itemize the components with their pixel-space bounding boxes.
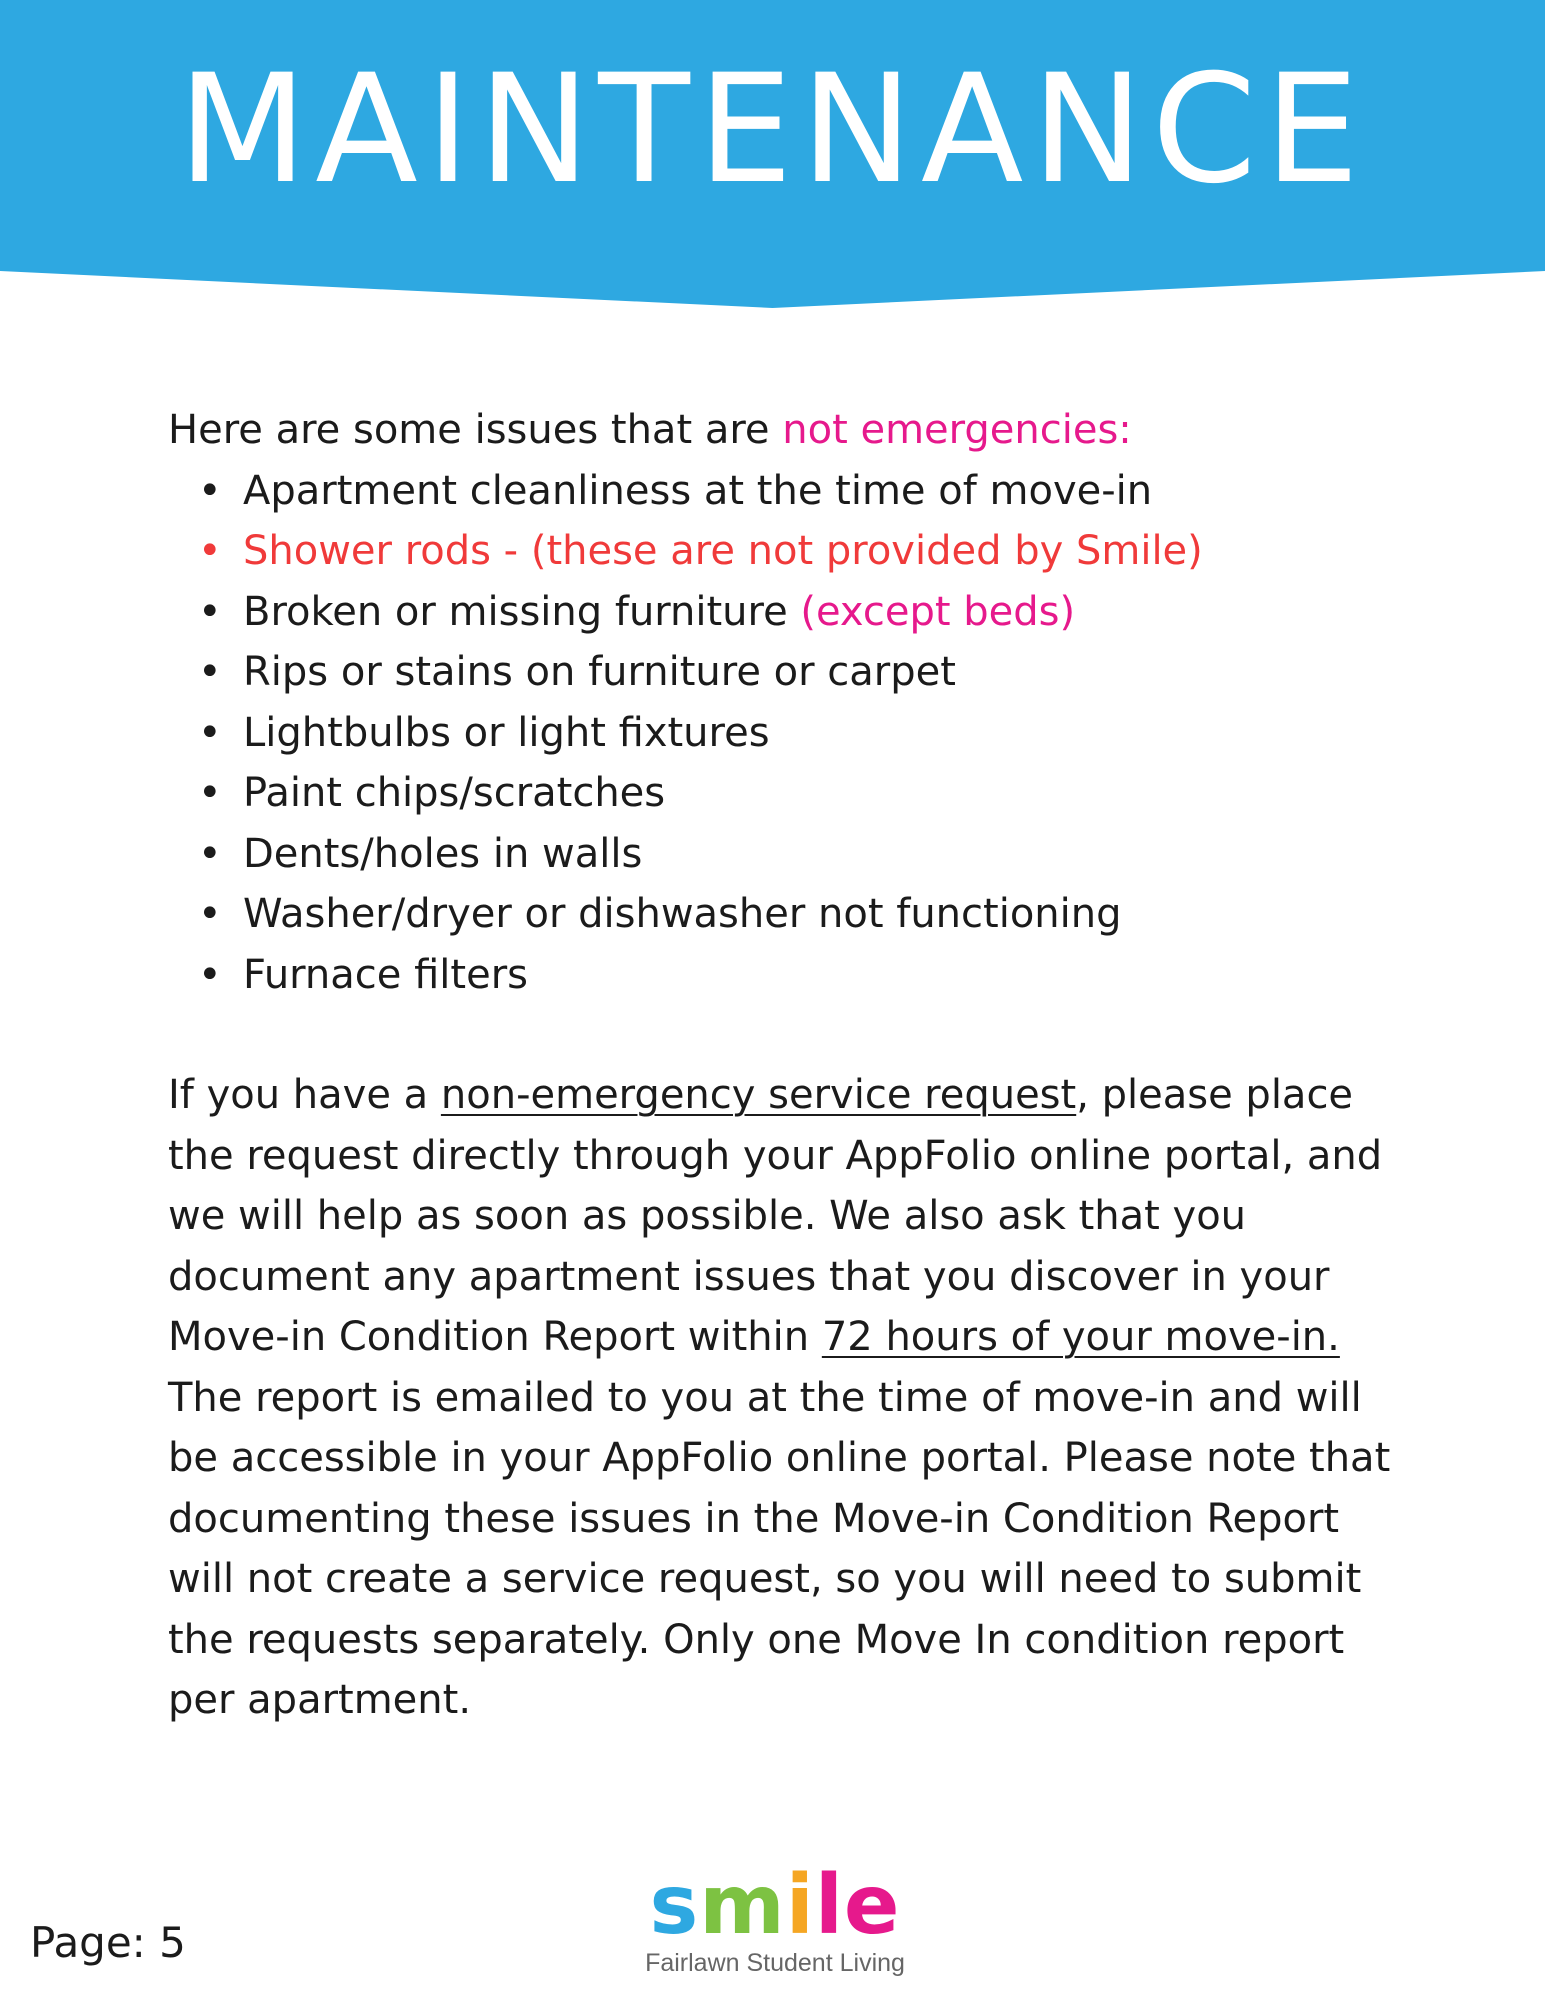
smile-logo [645,1858,905,1978]
list-item [198,763,1398,824]
main-content [168,400,1403,1731]
list-item [198,945,1398,1006]
list-item [198,884,1398,945]
list-item-text: Paint chips/scratches [243,770,666,816]
bullet-icon: • [198,588,222,635]
paragraph-text: If you have a [168,1072,441,1118]
paragraph-text: The report is emailed to you at the time of move-in and will be accessible in your AppFolio online portal. Please note that documenting these issues in the Move-in Condition Report will not create a service request, so you will need to submit the requests separately. Only one Move In condition report per apartment. [168,1314,1403,1723]
list-item [198,521,1398,582]
list-item-note: (except beds) [800,588,1076,635]
list-item [198,582,1398,643]
bullet-icon: • [198,891,222,937]
non-emergency-list [168,461,1398,1006]
bullet-icon: • [198,467,222,514]
list-item [198,703,1398,764]
logo-letter: l [814,1858,844,1953]
list-item-text: Lightbulbs or light fixtures [243,709,770,756]
logo-subtitle: Fairlawn Student Living [645,1949,905,1977]
list-item-text: Broken or missing furniture [243,588,801,635]
bullet-icon: • [198,649,222,695]
bullet-icon: • [198,830,222,877]
list-item-text: Apartment cleanliness at the time of move-in [243,467,1153,514]
list-item [198,824,1398,885]
logo-letter: e [843,1858,901,1953]
bullet-icon: • [198,951,222,998]
list-item-text: Rips or stains on furniture or carpet [243,649,956,695]
logo-letter: s [649,1858,700,1953]
intro-highlight: not emergencies: [782,407,1132,453]
logo-wordmark [645,1858,905,1953]
list-item-text: Shower rods - (these are not provided by Smile) [243,528,1203,574]
non-emergency-request-phrase: non-emergency service request [440,1072,1077,1118]
deadline-phrase: 72 hours of your move-in. [821,1314,1340,1360]
logo-letter: i [785,1858,815,1953]
list-item-text: Dents/holes in walls [243,830,643,877]
list-item-text: Furnace filters [243,951,528,998]
list-item [198,461,1398,522]
logo-letter: m [699,1858,786,1953]
bullet-icon: • [198,709,222,756]
intro-text: Here are some issues that are [168,407,783,453]
list-item [198,642,1398,703]
page-number: Page: 5 [30,1918,186,1967]
page-title: MAINTENANCE [177,43,1368,217]
instructions-paragraph [168,1065,1403,1731]
intro-line [168,400,1398,461]
list-item-text: Washer/dryer or dishwasher not functioning [243,891,1122,937]
paragraph-text: , please place the request directly through your AppFolio online portal, and we will help as soon as possible. We also ask that you document any apartment issues that you discover in your Move-in Condition Report within [168,1072,1383,1360]
bullet-icon: • [198,770,222,816]
bullet-icon: • [198,528,222,574]
